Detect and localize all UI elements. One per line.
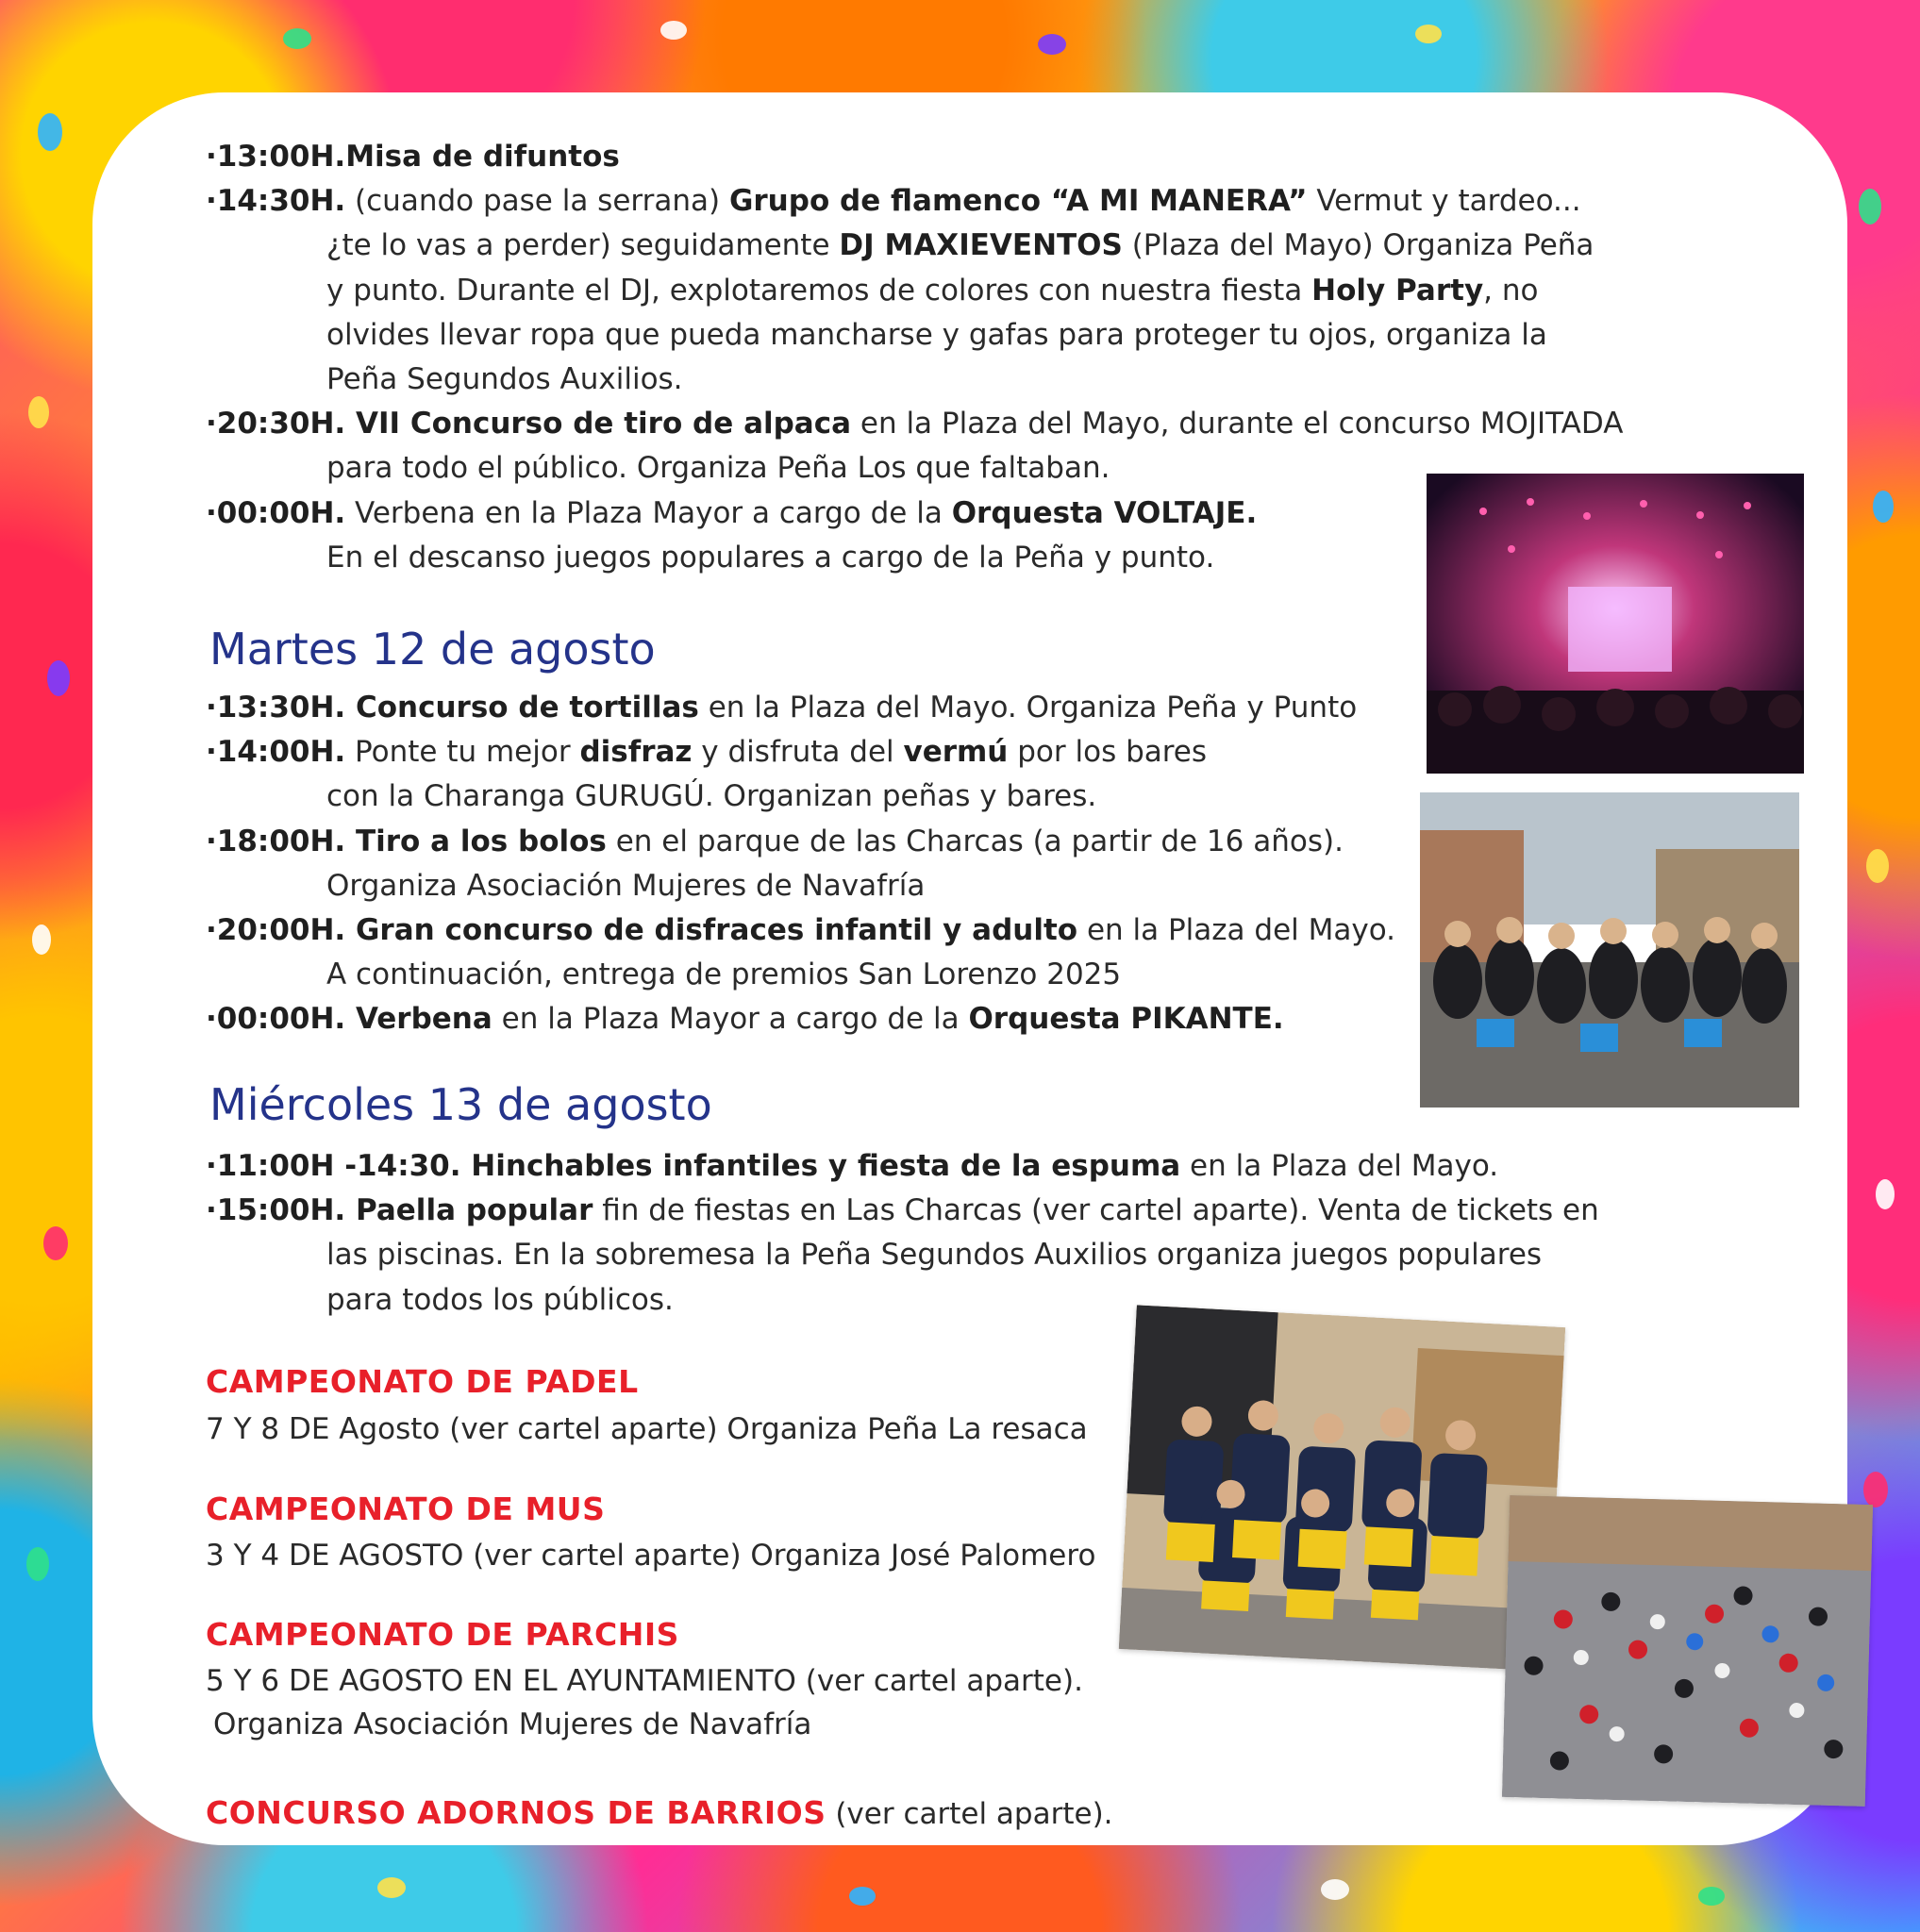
schedule-line: [206, 405, 1623, 442]
schedule-highlight: Orquesta PIKANTE.: [968, 1002, 1284, 1037]
schedule-text: en el parque de las Charcas (a partir de 16 años).: [606, 824, 1344, 858]
schedule-text: en la Plaza del Mayo. Organiza Peña y Punto: [698, 691, 1358, 724]
schedule-text: (cuando pase la serrana): [345, 184, 729, 219]
schedule-text: Peña Segundos Auxilios.: [326, 362, 683, 396]
schedule-text: En el descanso juegos populares a cargo de la Peña y punto.: [326, 540, 1215, 575]
schedule-time: ·00:00H.: [206, 1002, 346, 1037]
schedule-highlight: VII Concurso de tiro de alpaca: [345, 407, 852, 441]
photo-parade-crowd: [1502, 1495, 1873, 1807]
schedule-text: en la Plaza Mayor a cargo de la: [492, 1002, 969, 1037]
schedule-line: [206, 1147, 1498, 1185]
campeonato-parchis-text-2: Organiza Asociación Mujeres de Navafría: [213, 1707, 812, 1741]
schedule-highlight: vermú: [903, 735, 1009, 770]
schedule-time: ·13:30H.: [206, 691, 346, 724]
schedule-line: [326, 226, 1594, 264]
schedule-time: ·14:00H.: [206, 735, 346, 770]
schedule-text: en la Plaza del Mayo.: [1180, 1149, 1499, 1183]
schedule-highlight: Orquesta VOLTAJE.: [951, 495, 1258, 530]
schedule-highlight: DJ MAXIEVENTOS: [839, 228, 1123, 263]
schedule-text: (Plaza del Mayo) Organiza Peña: [1122, 228, 1594, 263]
schedule-line: [326, 956, 1121, 993]
schedule-line: [326, 539, 1214, 576]
schedule-line: [206, 494, 1257, 532]
schedule-highlight: Grupo de flamenco “A MI MANERA”: [728, 184, 1308, 219]
schedule-line: [326, 360, 683, 398]
schedule-highlight: Concurso de tortillas: [345, 691, 699, 724]
schedule-highlight: Tiro a los bolos: [345, 824, 607, 858]
schedule-text: Verbena en la Plaza Mayor a cargo de la: [345, 495, 952, 530]
schedule-line: [326, 777, 1096, 815]
schedule-text: Vermut y tardeo...: [1307, 184, 1581, 219]
schedule-text: las piscinas. En la sobremesa la Peña Segundos Auxilios organiza juegos populares: [326, 1238, 1543, 1273]
photo-concert-stage: [1427, 474, 1804, 774]
schedule-line: [326, 449, 1110, 487]
schedule-line: [326, 1236, 1542, 1274]
schedule-line: [326, 867, 925, 905]
schedule-text: para todos los públicos.: [326, 1282, 674, 1317]
schedule-highlight: Paella popular: [345, 1193, 593, 1228]
schedule-highlight: Gran concurso de disfraces infantil y adulto: [345, 913, 1078, 947]
schedule-line: [326, 316, 1547, 354]
schedule-line: [206, 182, 1581, 220]
schedule-time: ·13:00H.: [206, 140, 346, 174]
schedule-text: y disfruta del: [692, 735, 904, 770]
schedule-time: ·00:00H.: [206, 495, 346, 530]
schedule-time: ·15:00H.: [206, 1193, 346, 1228]
campeonato-padel-text: 7 Y 8 DE Agosto (ver cartel aparte) Organiza Peña La resaca: [206, 1412, 1088, 1446]
schedule-text: A continuación, entrega de premios San Lorenzo 2025: [326, 958, 1122, 992]
schedule-highlight: Misa de difuntos: [345, 140, 620, 174]
campeonato-mus-text: 3 Y 4 DE AGOSTO (ver cartel aparte) Organiza José Palomero: [206, 1539, 1096, 1573]
schedule-text: , no: [1483, 273, 1539, 308]
schedule-text: y punto. Durante el DJ, explotaremos de colores con nuestra fiesta: [326, 273, 1312, 308]
schedule-line: [206, 689, 1357, 726]
schedule-text: para todo el público. Organiza Peña Los que faltaban.: [326, 451, 1110, 486]
schedule-line: [206, 1191, 1599, 1229]
concurso-barrios-title: CONCURSO ADORNOS DE BARRIOS: [206, 1794, 826, 1831]
schedule-time: ·11:00H -14:30.: [206, 1149, 461, 1183]
schedule-highlight: Hinchables infantiles y fiesta de la espuma: [460, 1149, 1181, 1183]
schedule-line: [206, 733, 1207, 771]
schedule-text: fin de fiestas en Las Charcas (ver cartel aparte). Venta de tickets en: [593, 1193, 1599, 1228]
schedule-highlight: Verbena: [345, 1002, 493, 1037]
schedule-text: en la Plaza del Mayo.: [1077, 913, 1395, 947]
schedule-text: con la Charanga GURUGÚ. Organizan peñas y bares.: [326, 779, 1097, 814]
schedule-line: [206, 823, 1344, 860]
day-heading-miercoles-13: Miércoles 13 de agosto: [209, 1079, 712, 1130]
photo-group-street: [1420, 792, 1799, 1108]
day-heading-martes-12: Martes 12 de agosto: [209, 624, 656, 675]
schedule-time: ·14:30H.: [206, 184, 346, 219]
concurso-barrios-text: (ver cartel aparte).: [826, 1797, 1113, 1831]
schedule-text: Ponte tu mejor: [345, 735, 580, 770]
schedule-text: en la Plaza del Mayo, durante el concurso MOJITADA: [851, 407, 1624, 441]
campeonato-parchis-text-1: 5 Y 6 DE AGOSTO EN EL AYUNTAMIENTO (ver cartel aparte).: [206, 1664, 1083, 1698]
schedule-text: olvides llevar ropa que pueda mancharse y gafas para proteger tu ojos, organiza la: [326, 317, 1547, 352]
schedule-text: ¿te lo vas a perder) seguidamente: [326, 228, 840, 263]
campeonato-mus-title: CAMPEONATO DE MUS: [206, 1491, 606, 1527]
schedule-highlight: Holy Party: [1311, 273, 1484, 308]
schedule-line: [206, 911, 1395, 949]
schedule-line: [326, 1281, 674, 1319]
campeonato-padel-title: CAMPEONATO DE PADEL: [206, 1363, 639, 1400]
schedule-time: ·20:30H.: [206, 407, 346, 441]
schedule-line: [326, 272, 1539, 309]
campeonato-parchis-title: CAMPEONATO DE PARCHIS: [206, 1616, 679, 1653]
concurso-barrios: [206, 1794, 1113, 1833]
schedule-text: por los bares: [1008, 735, 1208, 770]
schedule-time: ·18:00H.: [206, 824, 346, 858]
schedule-text: Organiza Asociación Mujeres de Navafría: [326, 868, 926, 903]
schedule-line: [206, 138, 620, 175]
schedule-line: [206, 1000, 1284, 1038]
schedule-time: ·20:00H.: [206, 913, 346, 947]
schedule-highlight: disfraz: [579, 735, 693, 770]
photo-pena-group: [1119, 1305, 1565, 1671]
